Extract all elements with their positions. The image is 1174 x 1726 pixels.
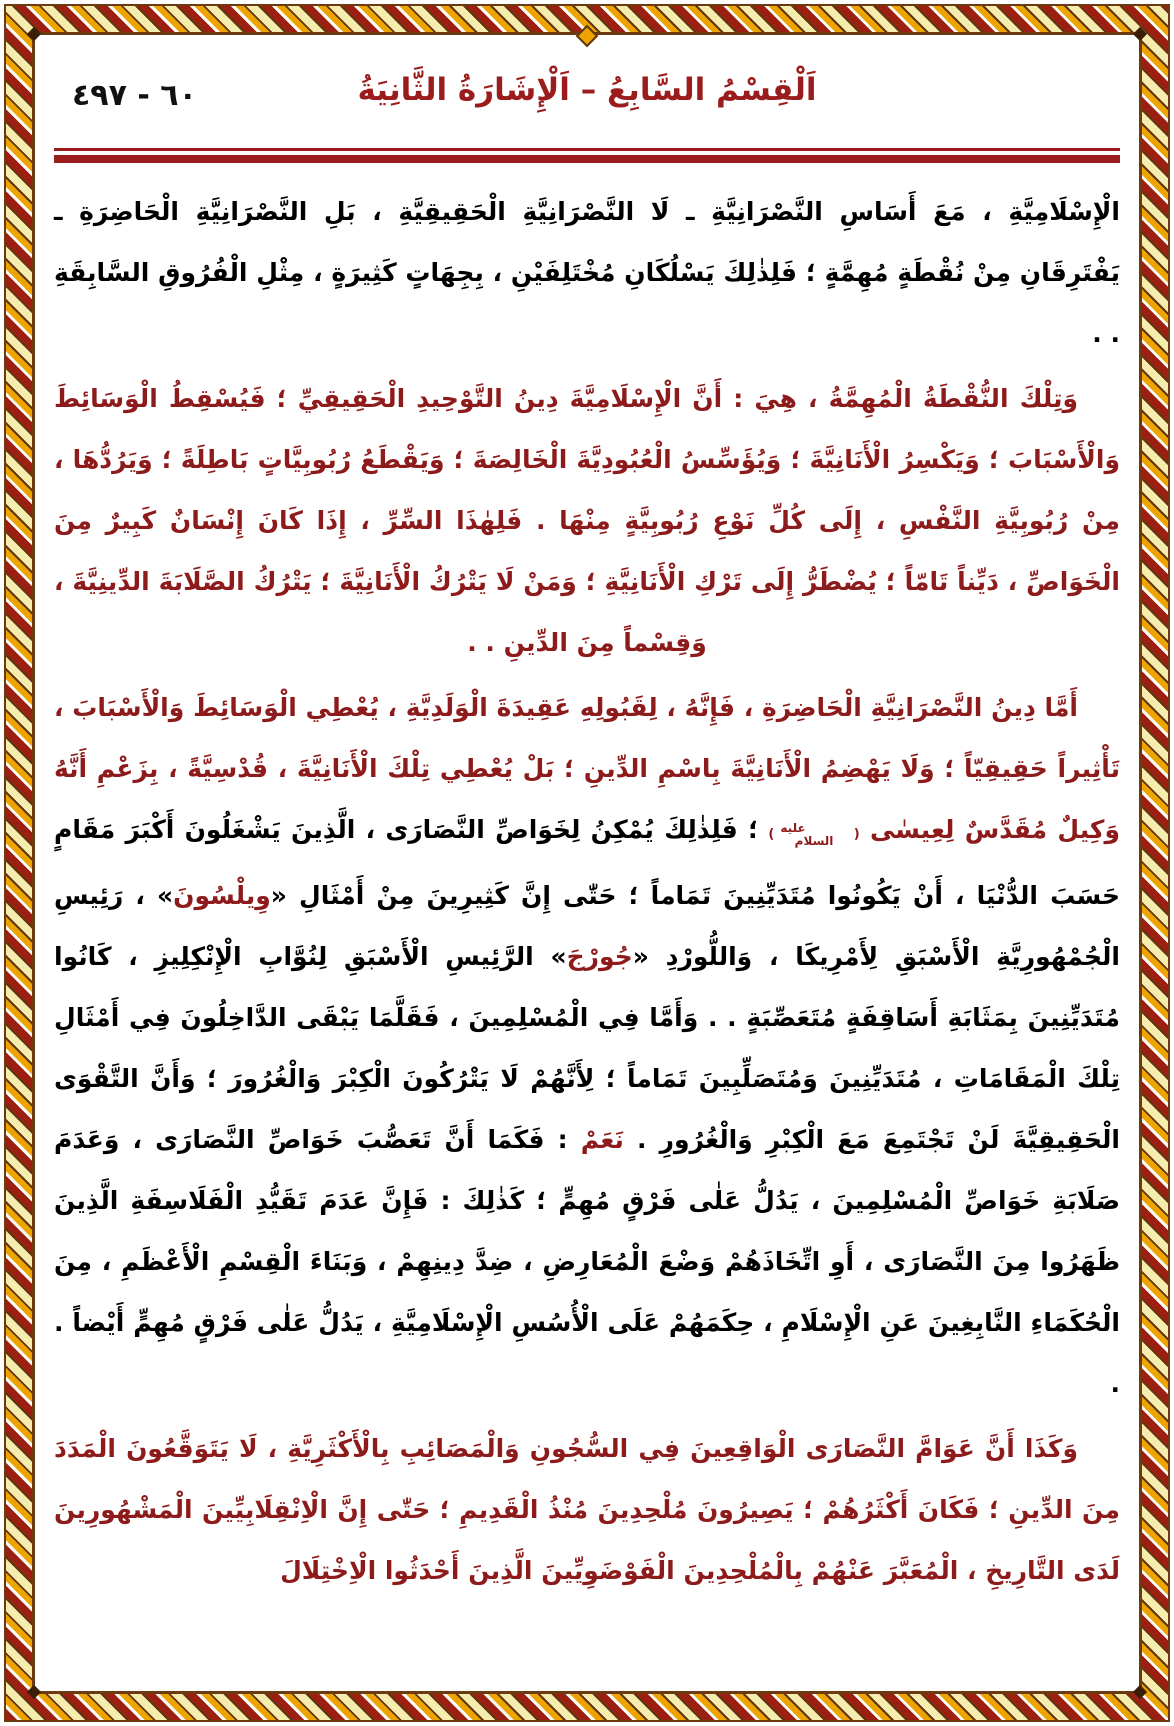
honorific-text: عليه السلام xyxy=(780,820,834,848)
text-run: وَكَذَا أَنَّ عَوَامَّ النَّصَارَى الْوَاقِعِينَ فِي السُّجُونِ وَالْمَصَائِبِ بِالْأَكْثَرِيَّةِ ، لَا يَتَوَقَّعُونَ الْمَدَدَ مِنَ الدِّينِ ؛ فَكَانَ أَكْثَرُهُمْ ؛ يَصِيرُونَ مُلْحِدِينَ مُنْذُ الْقَدِيمِ ؛ حَتّٰى إِنَّ الْاِنْقِلَابِيِّينَ الْمَشْهُورِينَ لَدَى التَّارِيخِ ، الْمُعَبَّرَ عَنْهُمْ بِالْمُلْحِدِينَ الْفَوْضَوِيِّينَ الَّذِينَ أَحْدَثُوا الْاِخْتِلَالَ xyxy=(54,1434,1120,1585)
text-run: : فَكَمَا أَنَّ تَعَصُّبَ خَوَاصِّ النَّصَارَى ، وَعَدَمَ صَلَابَةِ خَوَاصِّ الْمُسْلِمِينَ ، يَدُلُّ عَلٰى فَرْقٍ مُهِمٍّ ؛ كَذٰلِكَ : فَإِنَّ عَدَمَ تَقَيُّدِ الْفَلَاسِفَةِ الَّذِينَ ظَهَرُوا مِنَ النَّصَارَى ، أَوِ اتِّخَاذَهُمْ وَضْعَ الْمُعَارِضِ ، ضِدَّ دِينِهِمْ ، وَبَنَاءَ الْقِسْمِ الْأَعْظَمِ ، مِنَ الْحُكَمَاءِ النَّابِغِينَ عَنِ الْإِسْلَامِ ، حِكَمَهُمْ عَلَى الْأُسُسِ الْإِسْلَامِيَّةِ ، يَدُلُّ عَلٰى فَرْقٍ مُهِمٍّ أَيْضاً . . xyxy=(54,1125,1120,1398)
text-run: » الرَّئِيسِ الْأَسْبَقِ لِنُوَّابِ الْإِنْكِلِيزِ ، كَانُوا مُتَدَيِّنِينَ بِمَثَابَةِ أَسَاقِفَةٍ مُتَعَصِّبَةٍ . . وَأَمَّا فِي الْمُسْلِمِينَ ، فَقَلَّمَا يَبْقَى الدَّاخِلُونَ فِي أَمْثَالِ تِلْكَ الْمَقَامَاتِ ، مُتَدَيِّنِينَ وَمُتَصَلِّبِينَ تَمَاماً ؛ لِأَنَّهُمْ لَا يَتْرُكُونَ الْكِبْرَ وَالْغُرُورَ ؛ وَأَنَّ التَّقْوَى الْحَقِيقِيَّةَ لَنْ تَجْتَمِعَ مَعَ الْكِبْرِ وَالْغُرُورِ . xyxy=(54,942,1120,1154)
paragraph xyxy=(54,677,1120,1414)
page-content xyxy=(38,38,1136,1688)
text-run: » ، رَئِيسِ الْجُمْهُورِيَّةِ الْأَسْبَقِ لِأَمْرِيكَا ، وَاللُّورْدِ « xyxy=(54,881,1120,971)
text-run: نَعَمْ xyxy=(580,1125,624,1154)
text-run: وِيلْسُونَ xyxy=(173,881,271,910)
text-run: وَتِلْكَ النُّقْطَةُ الْمُهِمَّةُ ، هِيَ : أَنَّ الْإِسْلَامِيَّةَ دِينُ التَّوْحِيدِ الْحَقِيقِيِّ ؛ فَيُسْقِطُ الْوَسَائِطَ وَالْأَسْبَابَ ؛ وَيَكْسِرُ الْأَنَانِيَّةَ ؛ وَيُؤَسِّسُ الْعُبُودِيَّةَ الْخَالِصَةَ ؛ وَيَقْطَعُ رُبُوبِيَّاتٍ بَاطِلَةً ؛ وَيَرُدُّهَا ، مِنْ رُبُوبِيَّةِ النَّفْسِ ، إِلَى كُلِّ نَوْعِ رُبُوبِيَّةٍ مِنْهَا . فَلِهٰذَا السِّرِّ ، إِذَا كَانَ إِنْسَانٌ كَبِيرٌ مِنَ الْخَوَاصِّ ، دَيِّناً تَامّاً ؛ يُضْطَرُّ إِلَى تَرْكِ الْأَنَانِيَّةِ ؛ وَمَنْ لَا يَتْرُكُ الْأَنَانِيَّةَ ؛ يَتْرُكُ الصَّلَابَةَ الدِّينِيَّةَ ، وَقِسْماً مِنَ الدِّينِ . . xyxy=(54,384,1120,657)
paragraph xyxy=(54,368,1120,673)
text-run: أَمَّا دِينُ النَّصْرَانِيَّةِ الْحَاضِرَةِ ، فَإِنَّهُ ، لِقَبُولِهِ عَقِيدَةَ الْوَلَدِيَّةِ ، يُعْطِي الْوَسَائِطَ وَالْأَسْبَابَ ، تَأْثِيراً حَقِيقِيّاً ؛ وَلَا يَهْضِمُ الْأَنَانِيَّةَ بِاسْمِ الدِّينِ ؛ بَلْ يُعْطِي تِلْكَ الْأَنَانِيَّةَ ، قُدْسِيَّةً ، بِزَعْمِ أَنَّهُ وَكِيلٌ مُقَدَّسٌ لِعِيسٰى xyxy=(54,693,1121,844)
page-number: ٦٠ - ٤٩٧ xyxy=(72,78,197,113)
divider-thick-rule xyxy=(54,155,1120,163)
text-run: الْإِسْلَامِيَّةِ ، مَعَ أَسَاسِ النَّصْرَانِيَّةِ ـ لَا النَّصْرَانِيَّةِ الْحَقِيقِيَّةِ ، بَلِ النَّصْرَانِيَّةِ الْحَاضِرَةِ ـ يَفْتَرِقَانِ مِنْ نُقْطَةٍ مُهِمَّةٍ ؛ فَلِذٰلِكَ يَسْلُكَانِ مُخْتَلِفَيْنِ ، بِجِهَاتٍ كَثِيرَةٍ ، مِثْلِ الْفُرُوقِ السَّابِقَةِ . . xyxy=(54,197,1120,348)
paragraph xyxy=(54,1418,1120,1601)
paragraph xyxy=(54,181,1120,364)
page-title: اَلْقِسْمُ السَّابِعُ – اَلْإِشَارَةُ الثَّانِيَةُ xyxy=(357,72,817,108)
text-run: جُورْجَ xyxy=(566,942,633,971)
body-text xyxy=(54,181,1120,1601)
honorific-mark: ( عليه السلام ) xyxy=(768,820,860,848)
text-run: ؛ فَلِذٰلِكَ يُمْكِنُ لِخَوَاصِّ النَّصَارَى ، الَّذِينَ يَشْغَلُونَ أَكْبَرَ مَقَامٍ حَسَبَ الدُّنْيَا ، أَنْ يَكُونُوا مُتَدَيِّنِينَ تَمَاماً ؛ حَتّٰى إِنَّ كَثِيرِينَ مِنْ أَمْثَالِ « xyxy=(54,815,1120,910)
page-header xyxy=(54,72,1120,136)
header-divider xyxy=(54,148,1120,163)
